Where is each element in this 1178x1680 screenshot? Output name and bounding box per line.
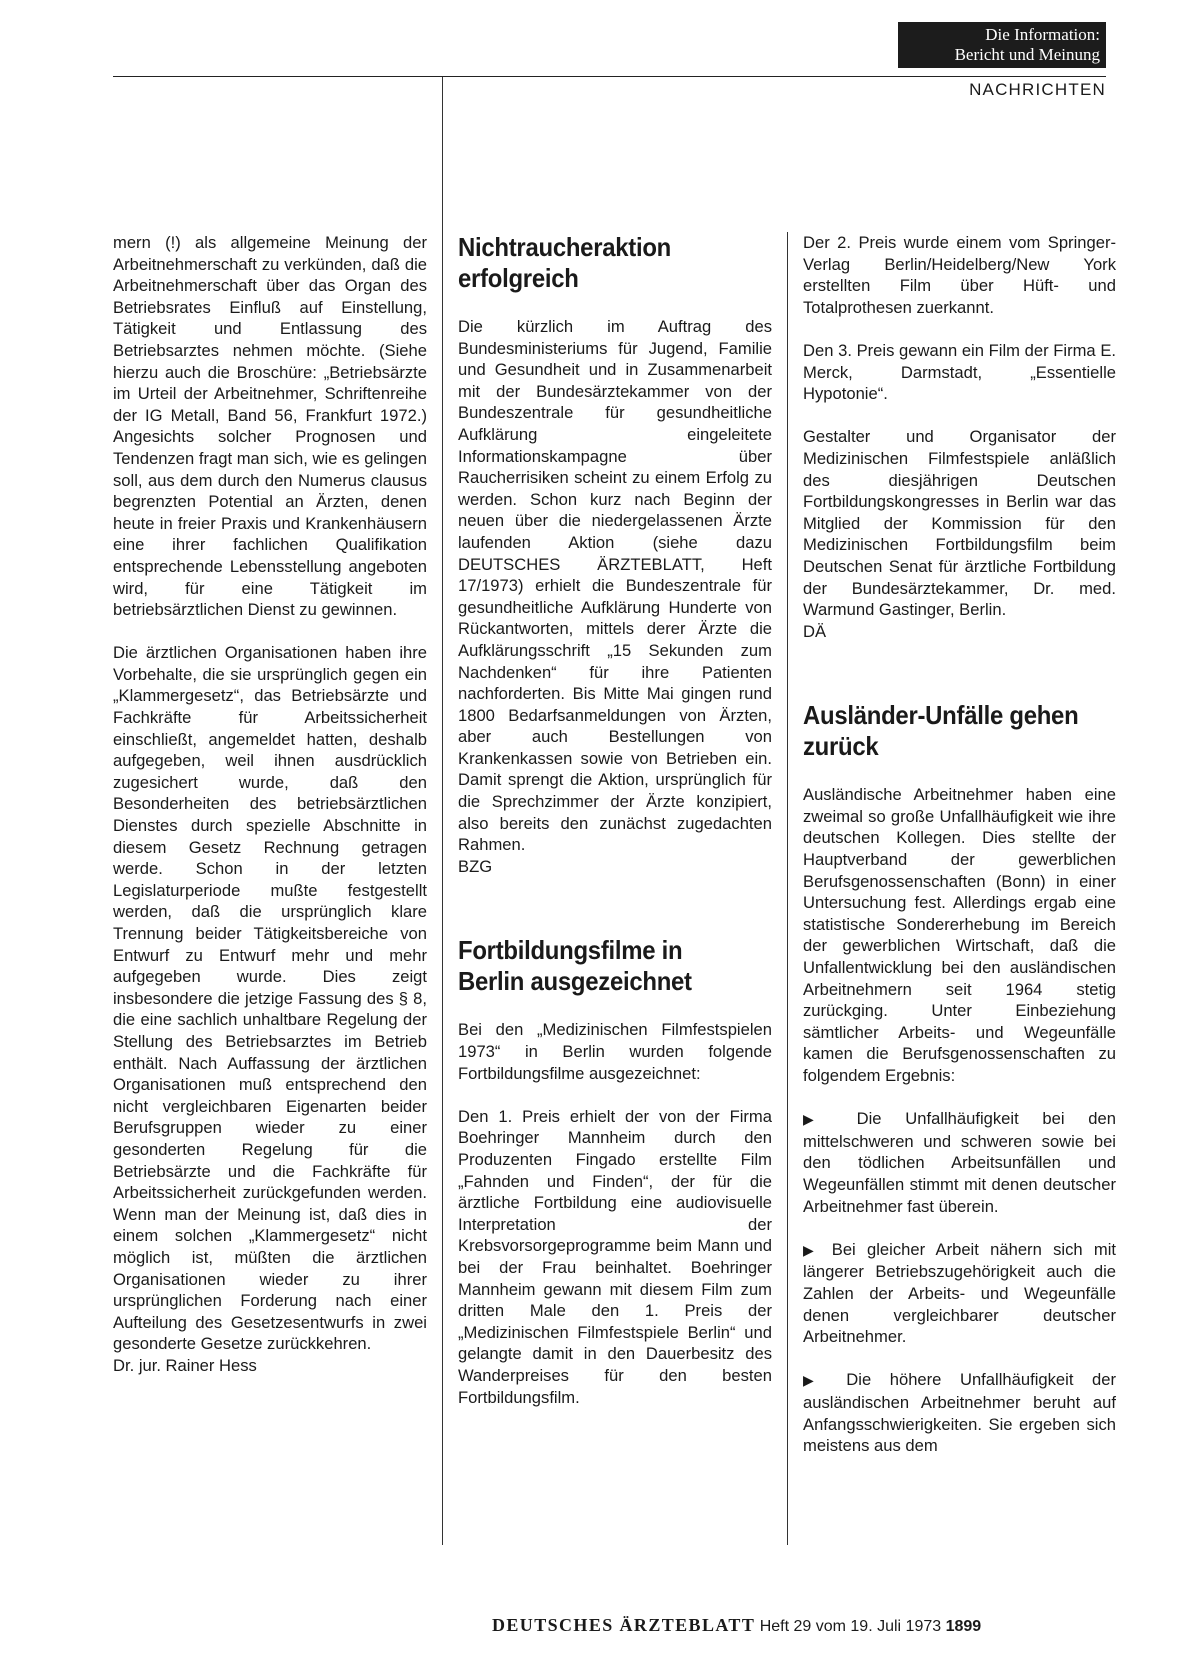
section-label: NACHRICHTEN <box>969 80 1106 99</box>
article-paragraph: Ausländische Arbeitnehmer haben eine zweimal so große Unfallhäufigkeit wie ihre deutschen Kollegen. Dies stellte der Hauptverband der gewerblichen Berufsgenossenschaften (Bonn) in einer Untersuchung fest. Allerdings ergab eine statistische Sondererhebung im Bereich der gewerblichen Wirtschaft, daß die Unfallentwicklung bei den ausländischen Arbeitnehmern seit 1964 stetig zurückging. Unter Einbeziehung sämtlicher Arbeits- und Wegeunfälle kamen die Berufsgenossenschaften zu folgendem Ergebnis: <box>803 785 1116 1085</box>
bullet-item <box>803 1239 1116 1348</box>
article-paragraph: Den 1. Preis erhielt der von der Firma Boehringer Mannheim durch den Produzenten Fingado erstellte Film „Fahnden und Finden“, der für die ärztliche Fortbildung eine audiovisuelle Interpretation der Krebsvorsorgeprogramme beim Mann und bei der Frau beinhaltet. Boehringer Mannheim gewann mit diesem Film zum dritten Male den 1. Preis der „Medizinischen Filmfestspiele Berlin“ und gelangte damit in den Dauerbesitz des Wanderpreises für den besten Fortbildungsfilm. <box>458 1106 772 1407</box>
article-paragraph: Gestalter und Organisator der Medizinischen Filmfestspiele anläßlich des diesjährigen Deutschen Fortbildungskongresses in Berlin war das Mitglied der Kommission für den Medizinischen Fortbildungsfilm beim Deutschen Senat für ärztliche Fortbildung der Bundesärztekammer, Dr. med. Warmund Gastinger, Berlin. <box>803 427 1116 620</box>
page-footer <box>492 1615 1112 1636</box>
article-paragraph: Der 2. Preis wurde einem vom Springer-Verlag Berlin/Heidelberg/New York erstellten Film über Hüft- und Totalprothesen zuerkannt. <box>803 233 1116 317</box>
section-tag-line1: Die Information: <box>985 25 1100 44</box>
column-1 <box>113 232 427 1398</box>
article-paragraph: mern (!) als allgemeine Meinung der Arbeitnehmerschaft zu verkünden, daß die Arbeitnehmerschaft über das Organ des Betriebsrates Einfluß auf Einstellung, Tätigkeit und Entlassung des Betriebsarztes nehmen möchte. (Siehe hierzu auch die Broschüre: „Betriebsärzte im Urteil der Arbeitnehmer, Schriftenreihe der IG Metall, Band 56, Frankfurt 1972.) Angesichts solcher Prognosen und Tendenzen fragt man sich, wie es gelingen soll, aus dem durch den Numerus clausus begrenzten Potential an Ärzten, denen heute in freier Praxis und Krankenhäusern eine ihrer fachlichen Qualifikation entsprechende Lebensstellung angeboten wird, für eine Tätigkeit im betriebsärztlichen Dienst zu gewinnen. <box>113 233 427 620</box>
bullet-text: Bei gleicher Arbeit nähern sich mit längerer Betriebszugehörigkeit auch die Zahlen der Arbeits- und Wegeunfälle denen vergleichbarer deutscher Arbeitnehmer. <box>803 1239 1116 1347</box>
column-3 <box>803 232 1116 1457</box>
issue-info: Heft 29 vom 19. Juli 1973 <box>759 1618 942 1635</box>
section-tag-line2: Bericht und Meinung <box>954 45 1100 64</box>
column-rule-1 <box>442 77 443 1545</box>
article-paragraph: Die ärztlichen Organisationen haben ihre Vorbehalte, die sie ursprünglich gegen ein „Klammergesetz“, das Betriebsärzte und Fachkräfte für Arbeitssicherheit einschließt, angemeldet hatten, deshalb aufgegeben, weil ihnen ausdrücklich zugesichert wurde, daß den Besonderheiten des betriebsärztlichen Dienstes durch spezielle Abschnitte in diesem Gesetz Rechnung getragen werde. Schon in der letzten Legislaturperiode mußte festgestellt werden, daß die ursprünglich klare Trennung beider Tätigkeitsbereiche von Entwurf zu Entwurf mehr und mehr aufgegeben wurde. Dies zeigt insbesondere die jetzige Fassung des § 8, die eine sachlich unhaltbare Regelung der Stellung des Betriebsarztes im Betrieb enthält. Nach Auffassung der ärztlichen Organisationen muß entsprechend den nicht vergleichbaren Eigenarten beider Berufsgruppen wieder zu einer gesonderten Regelung für die Betriebsärzte und die Fachkräfte für Arbeitssicherheit zurückgefunden werden. Wenn man der Meinung ist, daß dies in einem solchen „Klammergesetz“ nicht möglich ist, müßten die ärztlichen Organisationen wieder zu ihrer ursprünglichen Forderung nach einer Aufteilung des Gesetzesentwurfs in zwei gesonderte Gesetze zurückkehren. <box>113 643 427 1354</box>
column-2 <box>458 232 772 1408</box>
author-signature: Dr. jur. Rainer Hess <box>113 1355 257 1375</box>
journal-name: DEUTSCHES ÄRZTEBLATT <box>492 1615 756 1635</box>
section-tag <box>898 22 1106 68</box>
article-paragraph: Den 3. Preis gewann ein Film der Firma E. Merck, Darmstadt, „Essentielle Hypotonie“. <box>803 340 1116 404</box>
column-rule-2 <box>787 232 788 1545</box>
triangle-bullet-icon: ▶ <box>803 1372 828 1389</box>
page-number: 1899 <box>945 1618 982 1635</box>
headline-fortbildungsfilme: Fortbildungsfilme in Berlin ausgezeichnet <box>458 935 692 997</box>
triangle-bullet-icon: ▶ <box>803 1111 833 1128</box>
triangle-bullet-icon: ▶ <box>803 1241 821 1258</box>
article-paragraph: Bei den „Medizinischen Filmfestspielen 1973“ in Berlin wurden folgende Fortbildungsfilme ausgezeichnet: <box>458 1020 772 1083</box>
bullet-item <box>803 1369 1116 1456</box>
article-source: DÄ <box>803 621 827 641</box>
bullet-text: Die Unfallhäufigkeit bei den mittelschweren und schweren sowie bei den tödlichen Arbeitsunfällen und Wegeunfällen stimmt mit denen deutscher Arbeitnehmer fast überein. <box>803 1109 1116 1216</box>
bullet-text: Die höhere Unfallhäufigkeit der ausländischen Arbeitnehmer beruht auf Anfangsschwierigkeiten. Sie ergeben sich meistens aus dem <box>803 1370 1116 1456</box>
headline-nichtraucheraktion: Nichtraucheraktion erfolgreich <box>458 232 672 293</box>
headline-auslaender-unfaelle: Ausländer-Unfälle gehen zurück <box>803 700 1079 762</box>
bullet-item <box>803 1108 1116 1217</box>
article-paragraph: Die kürzlich im Auftrag des Bundesministeriums für Jugend, Familie und Gesundheit und in Zusammenarbeit mit der Bundesärztekammer von der Bundeszentrale für gesundheitliche Aufklärung eingeleitete Informationskampagne über Raucherrisiken scheint zu einem Erfolg zu werden. Schon kurz nach Beginn der neuen über die niedergelassenen Ärzte laufenden Aktion (siehe dazu DEUTSCHES ÄRZTEBLATT, Heft 17/1973) erhielt die Bundeszentrale für gesundheitliche Aufklärung Hunderte von Rückantworten, mittels derer Ärzte die Aufklärungsschrift „15 Sekunden zum Nachdenken“ für ihre Patienten nachforderten. Bis Mitte Mai gingen rund 1800 Bedarfsanmeldungen von Ärzten, aber auch Bestellungen von Krankenkassen sowie von Betrieben ein. Damit sprengt die Aktion, ursprünglich für die Sprechzimmer der Ärzte konzipiert, also bereits den zunächst zugedachten Rahmen. <box>458 317 772 855</box>
article-source: BZG <box>458 856 493 876</box>
header-rule <box>113 76 1106 77</box>
